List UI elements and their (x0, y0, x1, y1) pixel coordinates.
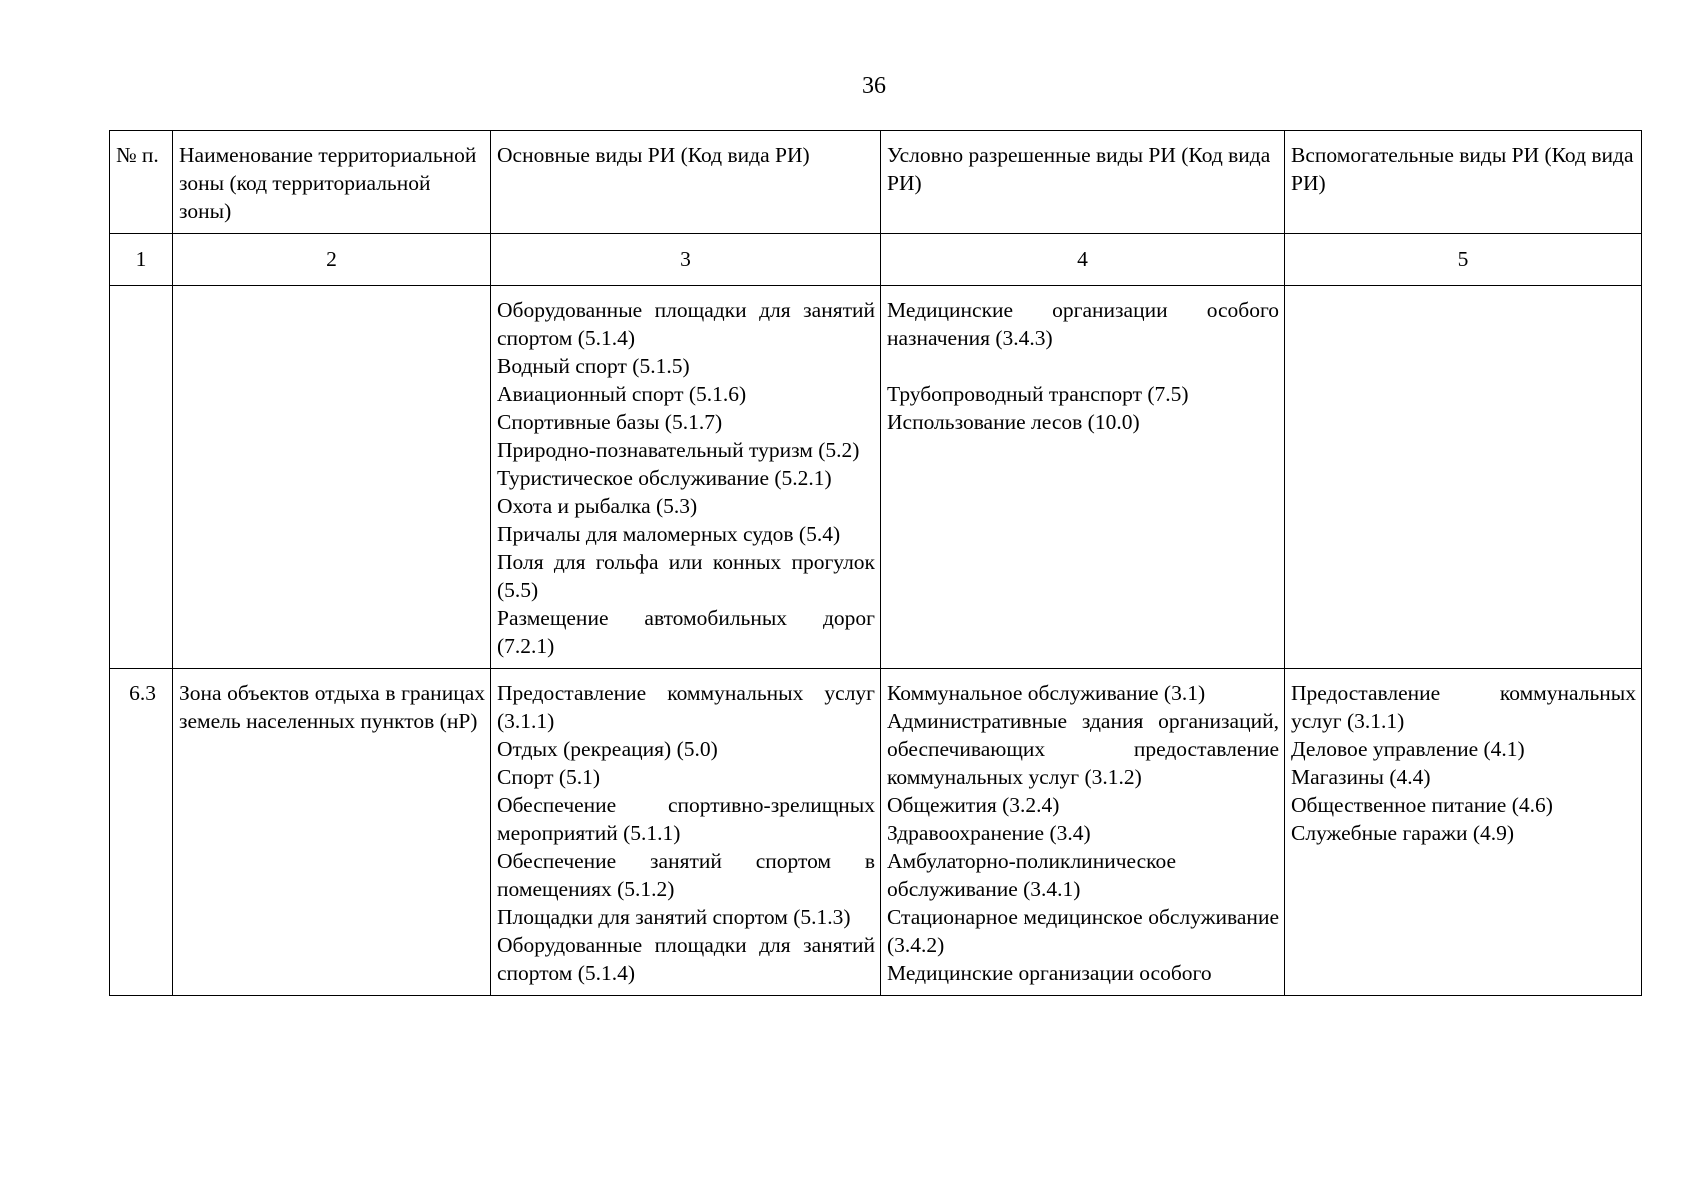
list-item: Служебные гаражи (4.9) (1291, 821, 1515, 845)
list-item: Стационарное медицинское обслуживание (3.4.2) (887, 905, 1279, 957)
column-number: 1 (110, 234, 173, 286)
list-item: Обеспечение занятий спортом в помещениях (5.1.2) (497, 849, 875, 901)
list-spacer (887, 352, 1279, 380)
list-item: Деловое управление (4.1) (1291, 737, 1525, 761)
list-item: Использование лесов (10.0) (887, 410, 1140, 434)
auxiliary-types-cell (1285, 286, 1642, 669)
header-main-types: Основные виды РИ (Код вида РИ) (491, 131, 881, 234)
column-number: 4 (881, 234, 1285, 286)
main-types-cell (491, 669, 881, 996)
list-item: Медицинские организации особого (887, 961, 1212, 985)
column-number: 3 (491, 234, 881, 286)
header-conditional-types: Условно разрешенные виды РИ (Код вида РИ) (881, 131, 1285, 234)
list-item: Туристическое обслуживание (5.2.1) (497, 466, 832, 490)
list-item: Причалы для маломерных судов (5.4) (497, 522, 841, 546)
conditional-types-cell (881, 286, 1285, 669)
column-number: 5 (1285, 234, 1642, 286)
list-item: Обеспечение спортивно-зрелищных мероприятий (5.1.1) (497, 793, 875, 845)
list-item: Общежития (3.2.4) (887, 793, 1060, 817)
header-zone-name: Наименование территориальной зоны (код территориальной зоны) (173, 131, 491, 234)
header-row (110, 131, 1642, 234)
list-item: Спорт (5.1) (497, 765, 601, 789)
column-number-row (110, 234, 1642, 286)
header-auxiliary-types: Вспомогательные виды РИ (Код вида РИ) (1285, 131, 1642, 234)
list-item: Коммунальное обслуживание (3.1) (887, 681, 1206, 705)
zone-name: Зона объектов отдыха в границах земель населенных пунктов (нР) (173, 669, 491, 996)
conditional-types-cell (881, 669, 1285, 996)
list-item: Природно-познавательный туризм (5.2) (497, 438, 860, 462)
list-item: Медицинские организации особого назначения (3.4.3) (887, 298, 1279, 350)
list-item: Амбулаторно-поликлиническое обслуживание (3.4.1) (887, 849, 1177, 901)
auxiliary-types-cell (1285, 669, 1642, 996)
list-item: Трубопроводный транспорт (7.5) (887, 382, 1189, 406)
page-number: 36 (862, 73, 886, 99)
zone-name (173, 286, 491, 669)
list-item: Поля для гольфа или конных прогулок (5.5) (497, 550, 875, 602)
list-item: Водный спорт (5.1.5) (497, 354, 690, 378)
list-item: Общественное питание (4.6) (1291, 793, 1553, 817)
list-item: Авиационный спорт (5.1.6) (497, 382, 747, 406)
table-row (110, 286, 1642, 669)
list-item: Магазины (4.4) (1291, 765, 1431, 789)
list-item: Спортивные базы (5.1.7) (497, 410, 723, 434)
list-item: Отдых (рекреация) (5.0) (497, 737, 718, 761)
list-item: Административные здания организаций, обеспечивающих предоставление коммунальных услуг (3.1.2) (887, 709, 1279, 789)
zoning-table (109, 130, 1642, 996)
header-number: № п. (110, 131, 173, 234)
list-item: Предоставление коммунальных услуг (3.1.1) (497, 681, 875, 733)
column-number: 2 (173, 234, 491, 286)
list-item: Охота и рыбалка (5.3) (497, 494, 698, 518)
main-types-cell (491, 286, 881, 669)
list-item: Площадки для занятий спортом (5.1.3) (497, 905, 851, 929)
list-item: Размещение автомобильных дорог (7.2.1) (497, 606, 875, 658)
table-row (110, 669, 1642, 996)
row-number (110, 286, 173, 669)
row-number: 6.3 (110, 669, 173, 996)
list-item: Оборудованные площадки для занятий спортом (5.1.4) (497, 298, 875, 350)
list-item: Предоставление коммунальных услуг (3.1.1) (1291, 681, 1636, 733)
list-item: Здравоохранение (3.4) (887, 821, 1091, 845)
list-item: Оборудованные площадки для занятий спортом (5.1.4) (497, 933, 875, 985)
